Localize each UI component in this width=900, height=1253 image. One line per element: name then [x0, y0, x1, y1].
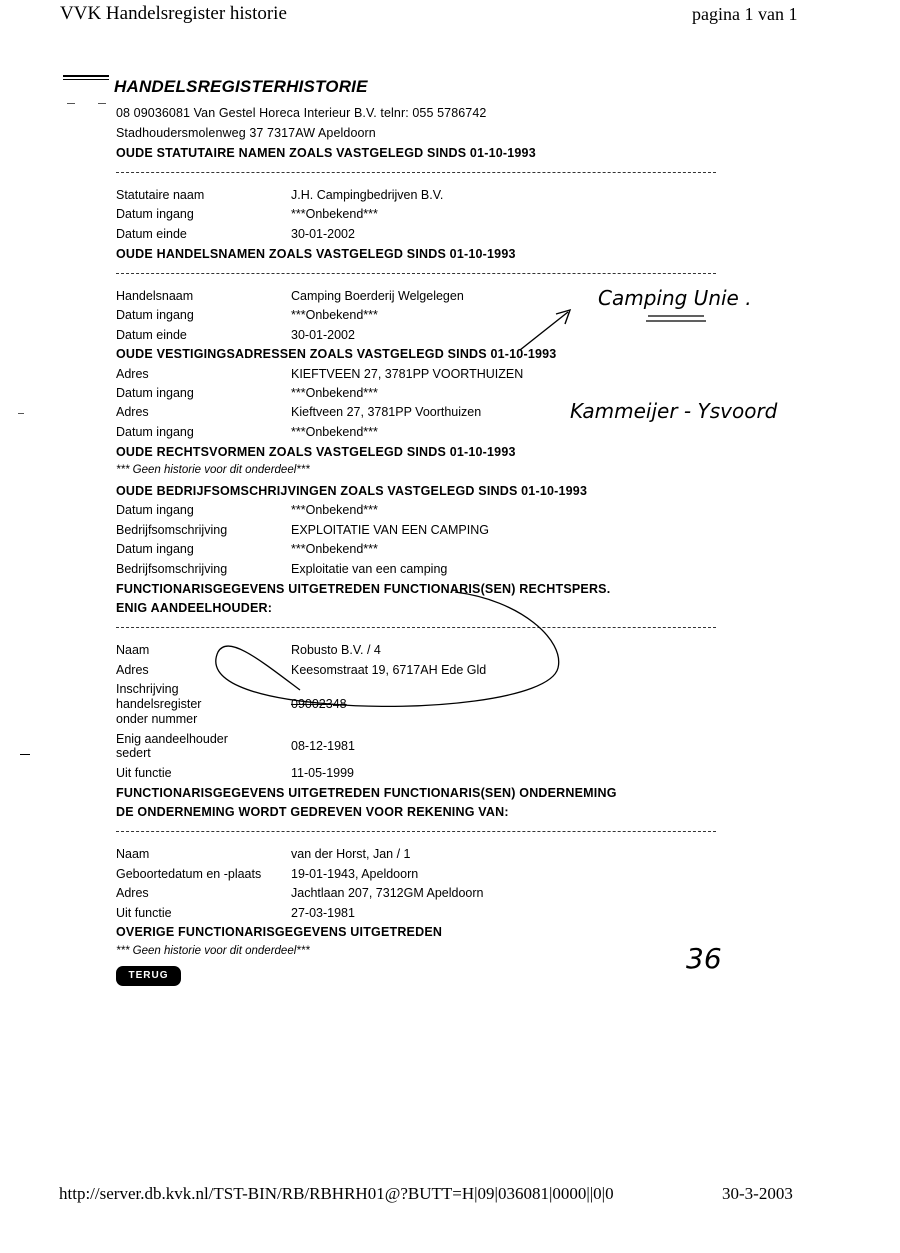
field-value: ***Onbekend*** [291, 207, 378, 221]
field-label: Statutaire naam [116, 188, 205, 202]
field-label: sedert [116, 746, 151, 760]
functionaris-rechtspers-heading: FUNCTIONARISGEGEVENS UITGETREDEN FUNCTIONARIS(SEN) RECHTSPERS. [116, 582, 611, 596]
field-label: Bedrijfsomschrijving [116, 523, 228, 537]
field-label: Naam [116, 847, 150, 861]
address-line: Stadhoudersmolenweg 37 7317AW Apeldoorn [116, 126, 376, 140]
field-value: 19-01-1943, Apeldoorn [291, 867, 419, 881]
field-value: 08-12-1981 [291, 739, 355, 753]
field-value: ***Onbekend*** [291, 542, 378, 556]
no-history-note: *** Geen historie voor dit onderdeel*** [116, 945, 310, 957]
handwritten-underline [646, 316, 706, 321]
field-label: Datum ingang [116, 207, 194, 221]
field-label: Handelsnaam [116, 289, 194, 303]
field-label: Adres [116, 663, 149, 677]
field-value: van der Horst, Jan / 1 [291, 847, 411, 861]
handwritten-arrow [520, 312, 568, 350]
field-label: Enig aandeelhouder [116, 732, 228, 746]
enig-aandeelhouder-heading: ENIG AANDEELHOUDER: [116, 601, 273, 615]
field-value: 27-03-1981 [291, 906, 355, 920]
statutaire-heading: OUDE STATUTAIRE NAMEN ZOALS VASTGELEGD SINDS 01-10-1993 [116, 146, 536, 160]
field-value: Robusto B.V. / 4 [291, 643, 381, 657]
bedrijfsomschrijvingen-heading: OUDE BEDRIJFSOMSCHRIJVINGEN ZOALS VASTGELEGD SINDS 01-10-1993 [116, 484, 588, 498]
print-footer-date: 30-3-2003 [722, 1184, 793, 1203]
field-label: Geboortedatum en -plaats [116, 867, 262, 881]
field-label: Adres [116, 367, 149, 381]
field-label: handelsregister [116, 697, 202, 711]
field-label: Inschrijving [116, 682, 179, 696]
field-label: Datum ingang [116, 386, 194, 400]
field-value: KIEFTVEEN 27, 3781PP VOORTHUIZEN [291, 367, 524, 381]
field-value: 30-01-2002 [291, 328, 355, 342]
field-label: Adres [116, 405, 149, 419]
functionaris-onderneming-heading: FUNCTIONARISGEGEVENS UITGETREDEN FUNCTIONARIS(SEN) ONDERNEMING [116, 786, 617, 800]
field-value: 30-01-2002 [291, 227, 355, 241]
field-value: Exploitatie van een camping [291, 562, 448, 576]
print-header-title: VVK Handelsregister historie [60, 3, 287, 24]
field-value: Camping Boerderij Welgelegen [291, 289, 464, 303]
field-label: Datum einde [116, 328, 187, 342]
handwritten-note-name: Kammeijer - Ysvoord [570, 399, 778, 423]
handelsnamen-heading: OUDE HANDELSNAMEN ZOALS VASTGELEGD SINDS 01-10-1993 [116, 247, 516, 261]
field-value: ***Onbekend*** [291, 308, 378, 322]
handwritten-circle [216, 592, 559, 706]
field-label: Bedrijfsomschrijving [116, 562, 228, 576]
print-footer-url: http://server.db.kvk.nl/TST-BIN/RB/RBHRH01@?BUTT=H|09|036081|0000||0|0 [59, 1184, 614, 1203]
field-label: Datum ingang [116, 425, 194, 439]
field-label: Uit functie [116, 906, 172, 920]
field-value: ***Onbekend*** [291, 386, 378, 400]
field-value-struck: 09002348 [291, 697, 347, 711]
field-value: 11-05-1999 [291, 766, 355, 780]
field-label: Adres [116, 886, 149, 900]
page-title: HANDELSREGISTERHISTORIE [114, 77, 368, 96]
field-label: Datum ingang [116, 503, 194, 517]
print-header-page: pagina 1 van 1 [692, 4, 798, 24]
field-value: J.H. Campingbedrijven B.V. [291, 188, 444, 202]
field-label: Uit functie [116, 766, 172, 780]
rekening-heading: DE ONDERNEMING WORDT GEDREVEN VOOR REKENING VAN: [116, 805, 509, 819]
no-history-note: *** Geen historie voor dit onderdeel*** [116, 464, 310, 476]
field-label: Datum ingang [116, 308, 194, 322]
handwritten-page-number: 36 [686, 942, 722, 975]
field-value: Kieftveen 27, 3781PP Voorthuizen [291, 405, 482, 419]
field-value: EXPLOITATIE VAN EEN CAMPING [291, 523, 489, 537]
vestigingsadressen-heading: OUDE VESTIGINGSADRESSEN ZOALS VASTGELEGD SINDS 01-10-1993 [116, 347, 557, 361]
field-value: ***Onbekend*** [291, 503, 378, 517]
rechtsvormen-heading: OUDE RECHTSVORMEN ZOALS VASTGELEGD SINDS 01-10-1993 [116, 445, 516, 459]
field-label: Datum ingang [116, 542, 194, 556]
overige-heading: OVERIGE FUNCTIONARISGEGEVENS UITGETREDEN [116, 925, 443, 939]
field-label: onder nummer [116, 712, 198, 726]
back-button[interactable]: TERUG [116, 966, 181, 986]
field-label: Datum einde [116, 227, 187, 241]
field-value: Jachtlaan 207, 7312GM Apeldoorn [291, 886, 484, 900]
field-value: ***Onbekend*** [291, 425, 378, 439]
handwritten-note-camping: Camping Unie . [598, 286, 752, 310]
field-value: Keesomstraat 19, 6717AH Ede Gld [291, 663, 487, 677]
field-label: Naam [116, 643, 150, 657]
company-line: 08 09036081 Van Gestel Horeca Interieur B.V. telnr: 055 5786742 [116, 106, 487, 120]
